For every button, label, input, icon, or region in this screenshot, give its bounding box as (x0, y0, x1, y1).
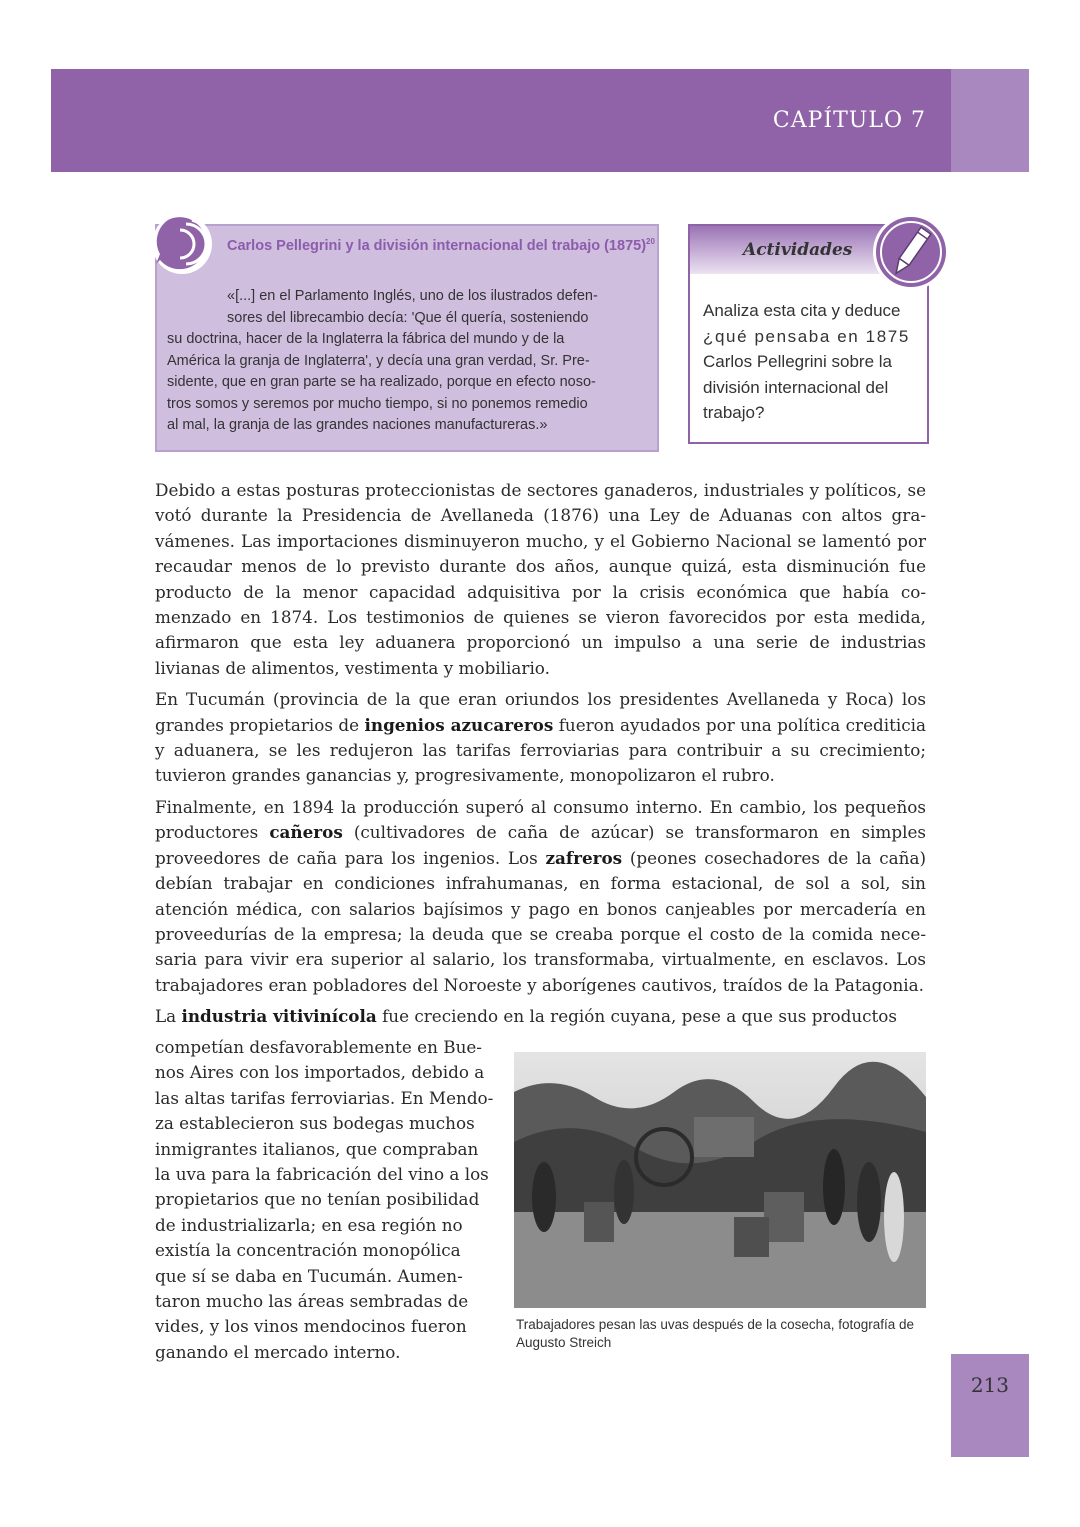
activities-line: Carlos Pellegrini sobre la (703, 352, 892, 371)
term-zafreros: zafreros (545, 847, 623, 868)
header-tab (951, 69, 1029, 172)
text-line: afirmaron que esta ley aduanera proporcionó un impulso a una serie de industrias (155, 632, 926, 653)
quote-text (167, 286, 653, 437)
text-span: Finalmente, en 1894 la producción superó al consumo interno. En cambio, los pequeños productores (155, 796, 926, 843)
chapter-title: CAPÍTULO 7 (772, 108, 926, 133)
text-line: se votó durante la Presidencia de Avellaneda (1876) una Ley de Aduanas con altos gra- (155, 480, 926, 526)
text-span: (peones cosechadores de la caña) debían trabajar en condiciones infrahumanas, en forma estacional, de sol a sol, sin atención médica, con salarios bajísimos y pago en bonos canjeables por mercadería en proveedurías de la empresa; la deuda que se creaba porque el costo de la comida nece-saria para vivir era superior al salario, los transformaba, virtualmente, en esclavos. Los trabajadores eran pobladores del Noroeste y aborígenes cautivos, traídos de la Patagonia. (155, 847, 926, 995)
activities-line: trabajo? (703, 403, 765, 422)
text-span: fueron ayudados por una política crediticia y aduanera, se les redujeron las tarifas ferroviarias para contribuir a su crecimiento; tuvieron grandes ganancias y, progresivamente, monopolizaron el rubro. (155, 714, 926, 786)
quote-line: tros somos y seremos por mucho tiempo, si no ponemos remedio (167, 395, 588, 412)
body-text (155, 478, 926, 1036)
paragraph-4-continued (155, 1035, 496, 1365)
activities-text (703, 298, 915, 426)
speech-icon (150, 212, 214, 276)
quote-line: su doctrina, hacer de la Inglaterra la fábrica del mundo y de la (167, 331, 565, 347)
paragraph-4 (155, 1004, 926, 1029)
text-line: taron mucho las áreas sembradas de (155, 1291, 469, 1312)
photo-caption: Trabajadores pesan las uvas después de la cosecha, fotografía de Augusto Streich (516, 1317, 915, 1350)
activities-line: división internacional del (703, 377, 889, 397)
footnote-ref: 20 (646, 237, 655, 246)
text-span: En Tucumán (provincia de la que eran oriundos los presidentes Avellaneda y Roca) los grandes propietarios de (155, 689, 926, 735)
activities-title: Actividades (743, 240, 853, 260)
text-span: fue creciendo en la región cuyana, pese a que sus productos (376, 1006, 898, 1027)
page-number-tab (951, 1354, 1029, 1457)
text-line: ganando el mercado interno. (155, 1341, 401, 1362)
text-line: existía la concentración monopólica (155, 1240, 461, 1261)
harvest-photo (514, 1052, 926, 1308)
text-line: competían desfavorablemente en Bue- (155, 1037, 482, 1057)
text-line: za establecieron sus bodegas muchos (155, 1113, 475, 1134)
paragraph-3 (155, 795, 926, 998)
text-span: (cultivadores de caña de azúcar) se transformaron en simples proveedores de caña para los ingenios. Los (155, 822, 926, 868)
quote-box (155, 224, 659, 452)
page-number: 213 (970, 1373, 1009, 1397)
text-line: fue producto de la menor capacidad adquisitiva por la crisis económica que había co- (155, 556, 926, 602)
text-line: que sí se daba en Tucumán. Aumen- (155, 1265, 463, 1286)
text-line: Debido a estas posturas proteccionistas de sectores ganaderos, industriales y políticos, (155, 480, 902, 500)
pencil-icon (871, 212, 951, 292)
term-ingenios: ingenios azucareros (364, 714, 554, 735)
text-line: la uva para la fabricación del vino a los (155, 1164, 489, 1185)
quote-line: América la granja de Inglaterra', y decía una gran verdad, Sr. Pre- (167, 352, 590, 369)
text-line: las altas tarifas ferroviarias. En Mendo- (155, 1087, 494, 1108)
text-line: vides, y los vinos mendocinos fueron (155, 1316, 467, 1337)
paragraph-1 (155, 478, 926, 681)
quote-line: «[...] en el Parlamento Inglés, uno de los ilustrados defen- (227, 288, 598, 304)
term-caneros: cañeros (269, 822, 343, 843)
text-line: por recaudar menos de lo previsto durante dos años, aunque quizá, esta disminución (155, 530, 926, 577)
quote-line: al mal, la granja de las grandes naciones manufactureras.» (167, 417, 548, 433)
text-line: menzado en 1874. Los testimonios de quienes se vieron favorecidos por esta medida, (155, 607, 926, 628)
text-span: La (155, 1006, 182, 1027)
activities-line: ¿qué pensaba en 1875 (703, 326, 910, 346)
term-vitivinicola: industria vitivinícola (181, 1006, 377, 1027)
quote-title: Carlos Pellegrini y la división internacional del trabajo $(1875)^{20}$ (227, 237, 655, 254)
paragraph-2 (155, 687, 926, 789)
text-line: inmigrantes italianos, que compraban (155, 1138, 479, 1159)
text-line: nos Aires con los importados, debido a (155, 1062, 485, 1083)
activities-line: Analiza esta cita y deduce (703, 301, 901, 320)
quote-line: sidente, que en gran parte se ha realizado, porque en efecto noso- (167, 374, 596, 390)
quote-line: sores del librecambio decía: 'Que él quería, sosteniendo (227, 309, 589, 326)
text-line: livianas de alimentos, vestimenta y mobiliario. (155, 657, 550, 678)
text-line: de industrializarla; en esa región no (155, 1214, 463, 1235)
text-line: vámenes. Las importaciones disminuyeron mucho, y el Gobierno Nacional se lamentó (155, 530, 892, 551)
text-line: propietarios que no tenían posibilidad (155, 1189, 480, 1210)
